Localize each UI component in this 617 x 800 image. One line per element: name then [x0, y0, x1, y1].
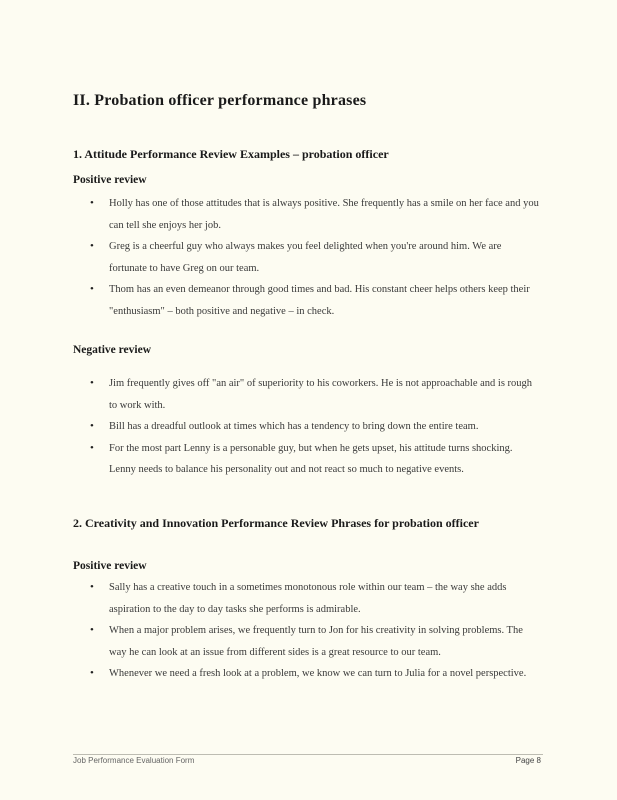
footer-form-name: Job Performance Evaluation Form [73, 756, 195, 765]
group-label-creativity-positive: Positive review [73, 560, 147, 572]
list-item: • Sally has a creative touch in a sometimes monotonous role within our team – the way she adds aspiration to the day to day tasks she performs is admirable. [88, 577, 540, 620]
list-item: • Bill has a dreadful outlook at times which has a tendency to bring down the entire team. [88, 416, 540, 438]
footer-page-number: Page 8 [515, 756, 541, 765]
list-attitude-negative [88, 373, 540, 481]
list-item: • Jim frequently gives off "an air" of superiority to his coworkers. He is not approachable and is rough to work with. [88, 373, 540, 416]
section-heading-creativity: 2. Creativity and Innovation Performance Review Phrases for probation officer [73, 516, 479, 530]
group-label-attitude-negative: Negative review [73, 344, 152, 356]
list-item: • Holly has one of those attitudes that is always positive. She frequently has a smile on her face and you can tell she enjoys her job. [88, 193, 540, 236]
footer-divider [73, 754, 543, 755]
list-item: • Thom has an even demeanor through good times and bad. His constant cheer helps others keep their "enthusiasm" – both positive and negative – in check. [88, 279, 540, 322]
list-attitude-positive [88, 193, 540, 322]
group-label-attitude-positive: Positive review [73, 174, 147, 186]
section-heading-attitude: 1. Attitude Performance Review Examples – probation officer [73, 147, 389, 161]
list-item: • For the most part Lenny is a personable guy, but when he gets upset, his attitude turns shocking. Lenny needs to balance his personality out and not react so much to negative events. [88, 438, 540, 481]
list-item: • Whenever we need a fresh look at a problem, we know we can turn to Julia for a novel perspective. [88, 663, 540, 685]
page-title: II. Probation officer performance phrases [73, 92, 367, 109]
list-item: • Greg is a cheerful guy who always makes you feel delighted when you're around him. We are fortunate to have Greg on our team. [88, 236, 540, 279]
list-item: • When a major problem arises, we frequently turn to Jon for his creativity in solving problems. The way he can look at an issue from different sides is a great resource to our team. [88, 620, 540, 663]
list-creativity-positive [88, 577, 540, 685]
